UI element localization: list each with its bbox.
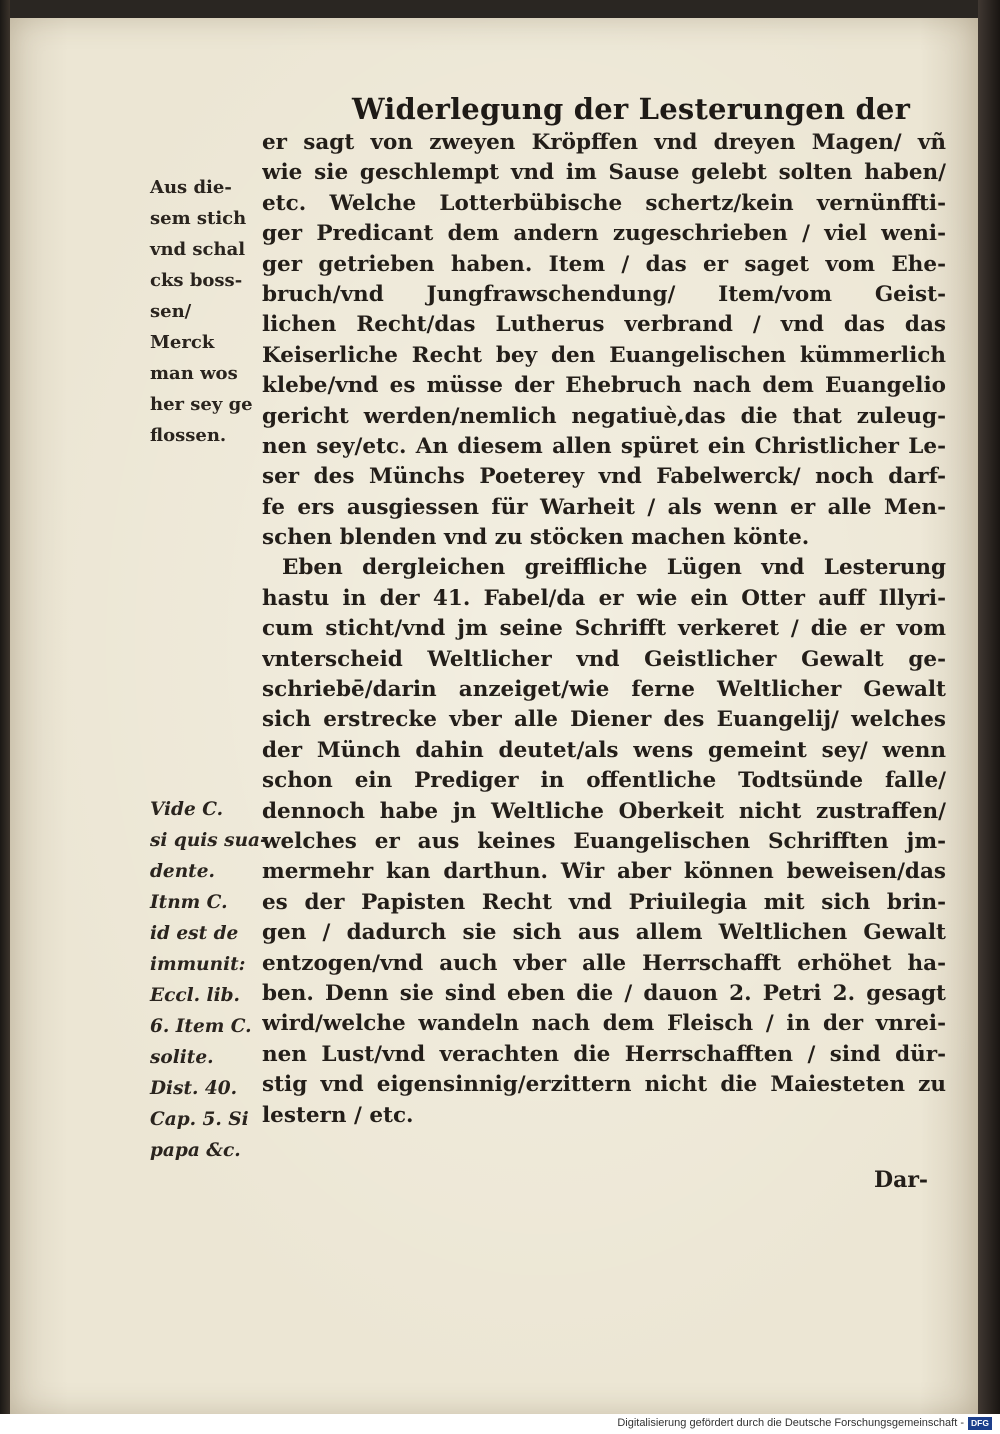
footer-bar — [0, 1414, 1000, 1434]
text-line: der Münch dahin deutet/als wens gemeint sey/ wenn — [262, 737, 946, 763]
text-line: lichen Recht/das Lutherus verbrand / vnd das das — [262, 312, 946, 338]
digitization-credit: Digitalisierung gefördert durch die Deutsche Forschungsgemeinschaft - — [617, 1417, 964, 1429]
text-line: lestern / etc. — [262, 1102, 414, 1128]
text-line: wie sie geschlempt vnd im Sause gelebt solten haben/ — [262, 160, 946, 186]
text-line: schon ein Prediger in offentliche Todtsünde falle/ — [262, 768, 946, 794]
text-line: schriebē/darin anzeiget/wie ferne Weltlicher Gewalt — [262, 677, 946, 703]
text-line: klebe/vnd es müsse der Ehebruch nach dem Euangelio — [262, 373, 946, 399]
text-line: vnterscheid Weltlicher vnd Geistlicher Gewalt ge- — [262, 646, 946, 672]
scan-edge — [978, 0, 1000, 1414]
margin-line: id est de — [150, 923, 239, 944]
text-line: mermehr kan darthun. Wir aber können beweisen/das — [262, 859, 946, 885]
margin-line: sen/ — [150, 301, 192, 322]
text-line: er sagt von zweyen Kröpffen vnd dreyen Magen/ vñ — [262, 130, 946, 155]
margin-line: si quis sua- — [150, 830, 268, 851]
margin-line: immunit: — [150, 954, 246, 975]
margin-note-german — [150, 172, 262, 451]
text-line: ger getrieben haben. Item / das er saget vom Ehe- — [262, 251, 946, 277]
text-line: gen / dadurch sie sich aus allem Weltlichen Gewalt — [262, 920, 946, 946]
text-line: hastu in der 41. Fabel/da er wie ein Otter auff Illyri- — [262, 585, 946, 611]
text-line: nen Lust/vnd verachten die Herrschafften / sind dür- — [262, 1041, 946, 1067]
margin-line: solite. — [150, 1047, 214, 1068]
running-head: Widerlegung der Lesterungen der — [352, 92, 911, 126]
margin-line: 6. Item C. — [150, 1016, 252, 1037]
text-line: etc. Welche Lotterbübische schertz/kein vernünffti- — [262, 190, 946, 216]
margin-line: Eccl. lib. — [150, 985, 240, 1006]
text-line: es der Papisten Recht vnd Priuilegia mit sich brin- — [262, 889, 946, 915]
margin-line: Itnm C. — [150, 892, 228, 913]
text-line: ger Predicant dem andern zugeschrieben / viel weni- — [262, 221, 946, 247]
margin-note-latin — [150, 794, 268, 1166]
margin-line: Cap. 5. Si — [150, 1109, 249, 1130]
text-line: fe ers ausgiessen für Warheit / als wenn er alle Men- — [262, 494, 946, 520]
book-spine — [0, 0, 10, 1414]
text-line: cum sticht/vnd jm seine Schrifft verkeret / die er vom — [262, 616, 946, 642]
margin-line: Vide C. — [150, 799, 224, 820]
text-line: welches er aus keines Euangelischen Schrifften jm- — [262, 828, 946, 854]
margin-line: dente. — [150, 861, 215, 882]
margin-line: cks boss- — [150, 270, 243, 291]
margin-line: papa &c. — [150, 1140, 241, 1161]
body-text — [262, 128, 946, 1131]
margin-line: flossen. — [150, 425, 227, 446]
margin-line: Dist. 40. — [150, 1078, 238, 1099]
margin-line: Aus die- — [150, 177, 232, 198]
text-line: wird/welche wandeln nach dem Fleisch / in der vnrei- — [262, 1011, 946, 1037]
catchword: Dar- — [874, 1167, 929, 1193]
text-line: schen blenden vnd zu stöcken machen könte. — [262, 525, 810, 551]
text-line: ser des Münchs Poeterey vnd Fabelwerck/ noch darf- — [262, 464, 946, 490]
text-line: nen sey/etc. An diesem allen spüret ein Christlicher Le- — [262, 433, 946, 459]
text-line: gericht werden/nemlich negatiuè,das die that zuleug- — [262, 403, 946, 429]
margin-line: her sey ge — [150, 394, 253, 415]
text-line: dennoch habe jn Weltliche Oberkeit nicht zustraffen/ — [262, 798, 946, 824]
dfg-logo-icon: DFG — [968, 1417, 992, 1430]
text-line: bruch/vnd Jungfrawschendung/ Item/vom Geist- — [262, 281, 946, 307]
text-line: sich erstrecke vber alle Diener des Euangelij/ welches — [262, 707, 946, 733]
text-line: Eben dergleichen greiffliche Lügen vnd Lesterung — [282, 555, 946, 581]
margin-line: vnd schal — [150, 239, 246, 260]
margin-line: Merck — [150, 332, 215, 353]
text-line: ben. Denn sie sind eben die / dauon 2. Petri 2. gesagt — [262, 980, 946, 1006]
text-line: entzogen/vnd auch vber alle Herrschafft erhöhet ha- — [262, 950, 946, 976]
text-line: stig vnd eigensinnig/erzittern nicht die Maiesteten zu — [262, 1072, 946, 1098]
text-line: Keiserliche Recht bey den Euangelischen kümmerlich — [262, 342, 946, 368]
margin-line: man wos — [150, 363, 238, 384]
margin-line: sem stich — [150, 208, 247, 229]
